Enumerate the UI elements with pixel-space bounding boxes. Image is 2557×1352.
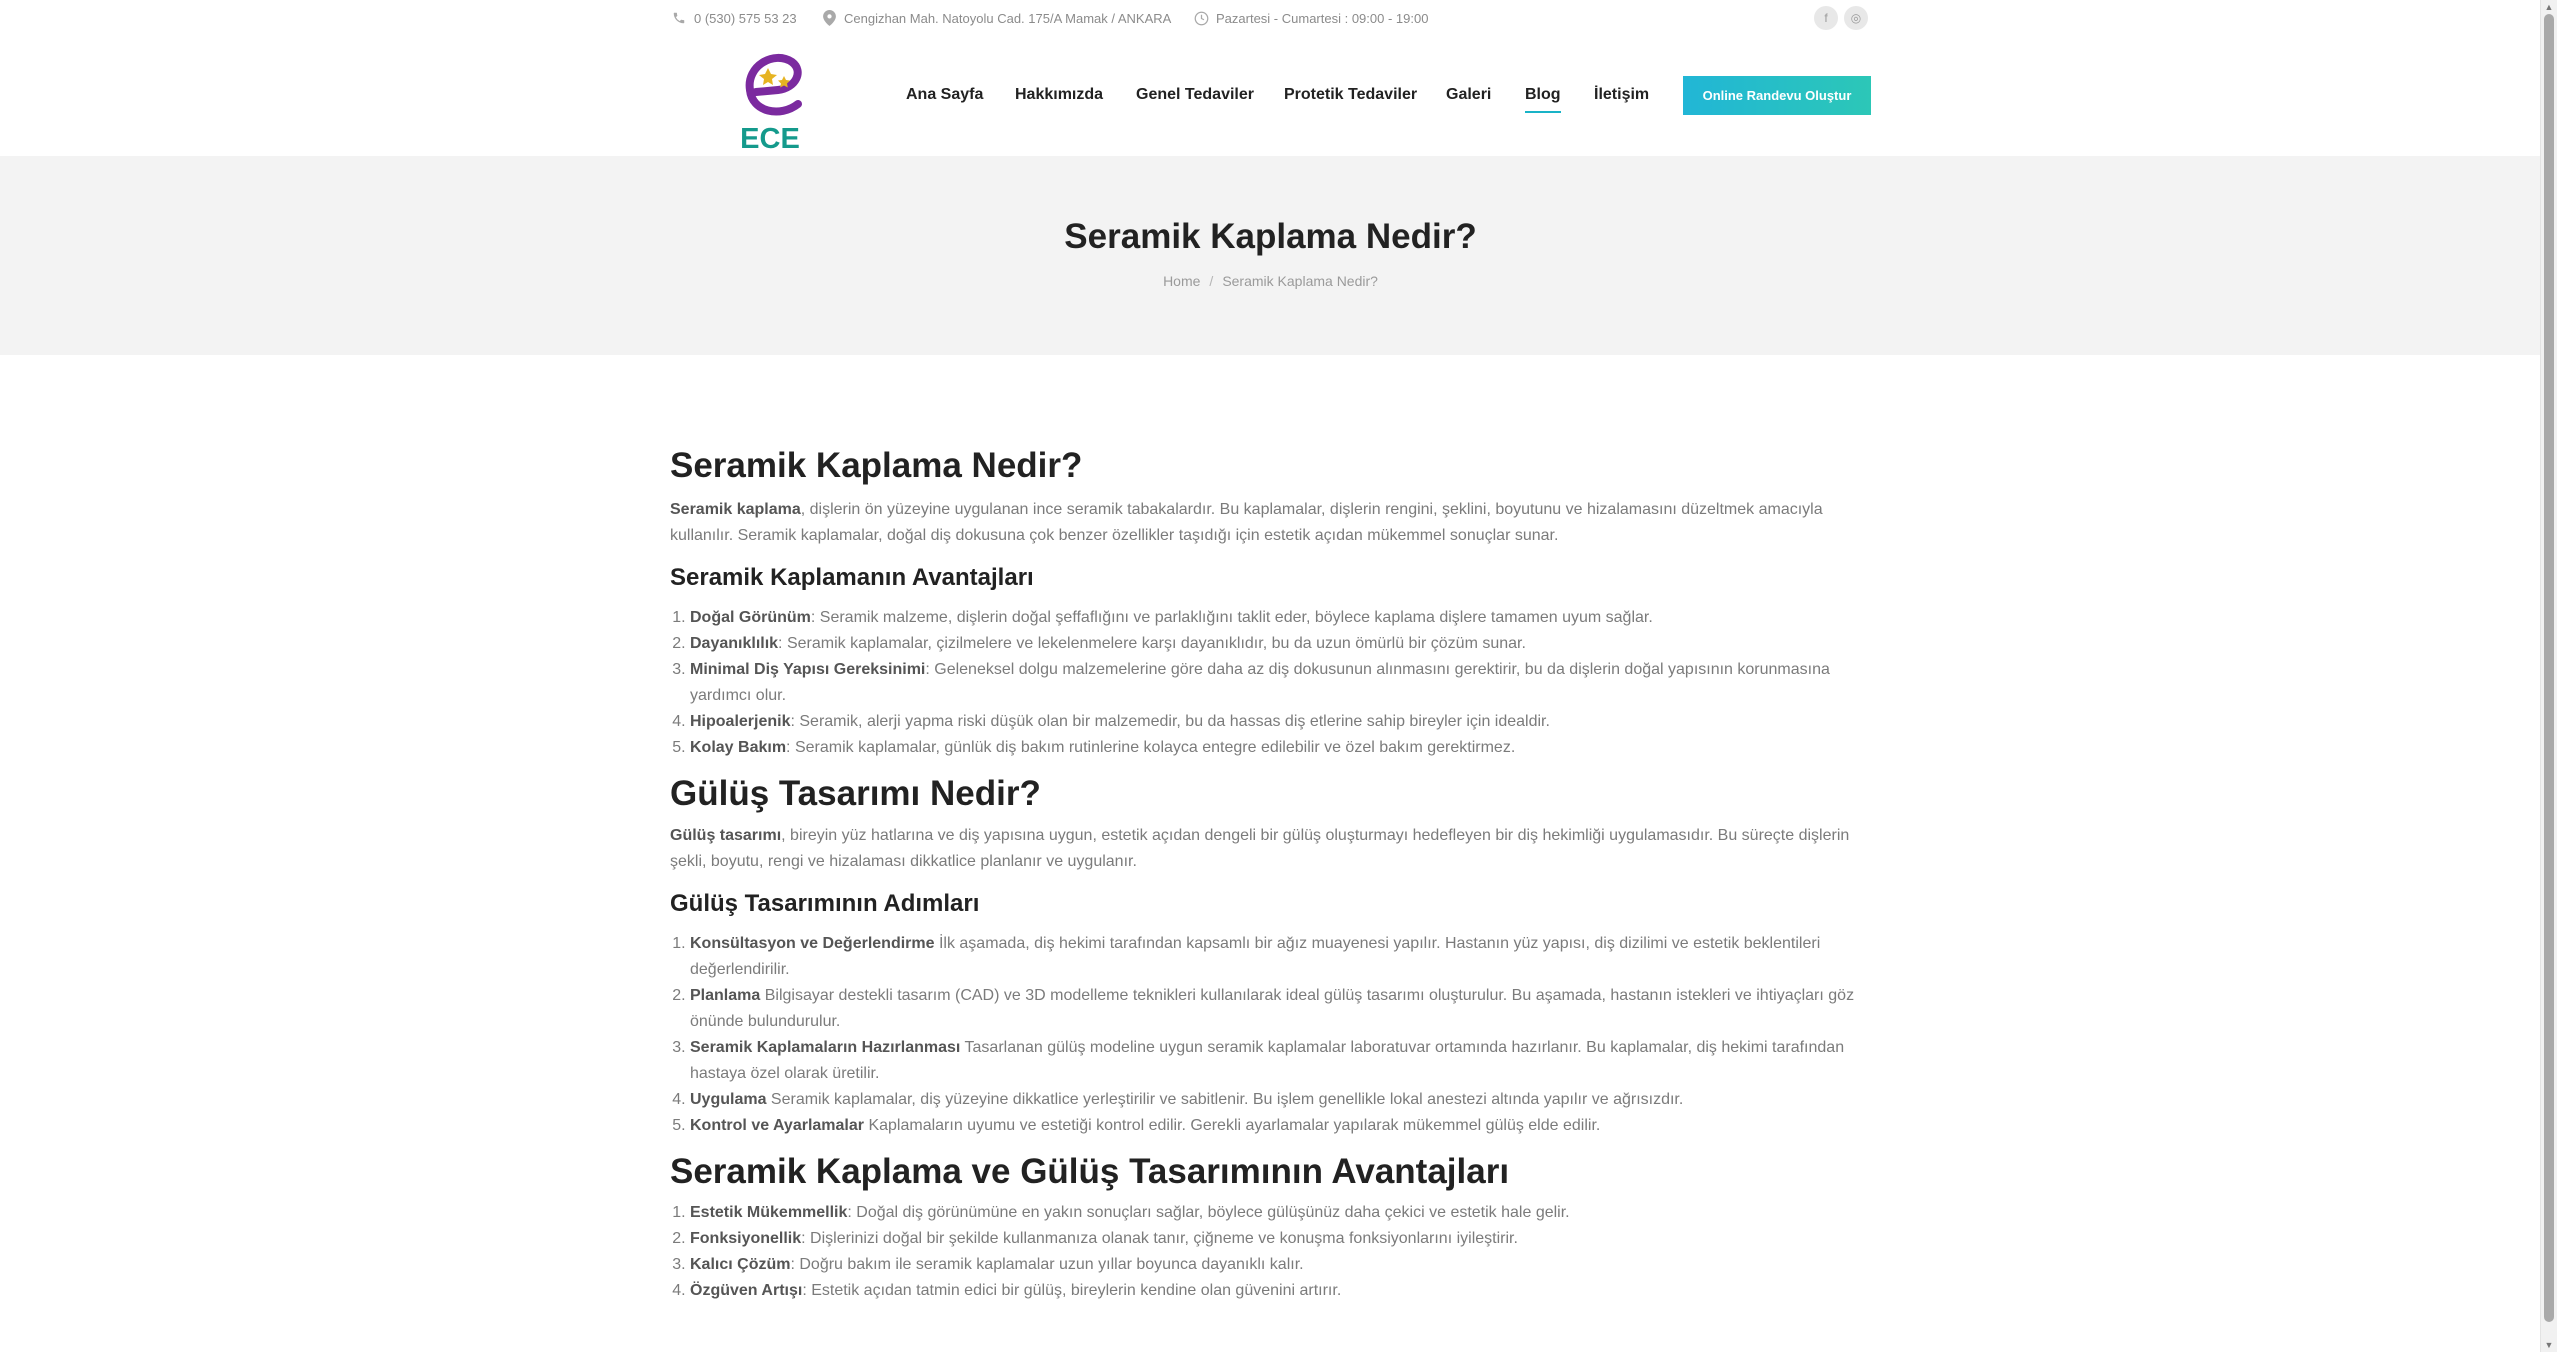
- section-heading: Gülüş Tasarımı Nedir?: [670, 774, 1041, 813]
- address-info: [820, 0, 1171, 36]
- top-info-bar: [670, 0, 1872, 36]
- ordered-list: [670, 931, 1870, 1139]
- list-item: 1. Estetik Mükemmellik: Doğal diş görünümüne en yakın sonuçları sağlar, böylece gülüşünüz daha çekici ve estetik hale gelir.: [690, 1200, 1870, 1226]
- scrollbar-thumb[interactable]: [2544, 14, 2554, 1322]
- nav-item-ana-sayfa[interactable]: Ana Sayfa: [906, 86, 984, 103]
- nav-item-blog[interactable]: Blog: [1525, 86, 1561, 103]
- ordered-list: [670, 1200, 1870, 1304]
- section-heading: Seramik Kaplama Nedir?: [670, 446, 1083, 485]
- phone-number: 0 (530) 575 53 23: [694, 10, 797, 26]
- nav-item-hakkimizda[interactable]: Hakkımızda: [1015, 86, 1104, 103]
- address-text: Cengizhan Mah. Natoyolu Cad. 175/A Mamak / ANKARA: [844, 10, 1172, 26]
- list-item: 5. Kontrol ve Ayarlamalar Kaplamaların uyumu ve estetiği kontrol edilir. Gerekli ayarlamalar yapılarak mükemmel gülüş elde edilir.: [690, 1113, 1870, 1139]
- page-scrollbar[interactable]: [2540, 0, 2557, 1352]
- list-item: 3. Seramik Kaplamaların Hazırlanması Tasarlanan gülüş modeline uygun seramik kaplamalar laboratuvar ortamında hazırlanır. Bu kaplamalar, diş hekimi tarafından hastaya özel olarak üretilir.: [690, 1035, 1870, 1087]
- list-item: 3. Minimal Diş Yapısı Gereksinimi: Geleneksel dolgu malzemelerine göre daha az diş dokusunun alınmasını gerektirir, bu da dişlerin doğal yapısının korunmasına yardımcı olur.: [690, 657, 1870, 709]
- list-item: 4. Uygulama Seramik kaplamalar, diş yüzeyine dikkatlice yerleştirilir ve sabitlenir. Bu işlem genellikle lokal anestezi altında yapılır ve ağrısızdır.: [690, 1087, 1870, 1113]
- list-item: 2. Dayanıklılık: Seramik kaplamalar, çizilmelere ve lekelenmelere karşı dayanıklıdır, bu da uzun ömürlü bir çözüm sunar.: [690, 631, 1870, 657]
- ece-dent-logo[interactable]: [700, 46, 840, 155]
- clock-icon: [1192, 9, 1210, 27]
- list-item: 5. Kolay Bakım: Seramik kaplamalar, günlük diş bakım rutinlerine kolayca entegre edilebilir ve özel bakım gerektirmez.: [690, 735, 1870, 761]
- logo-mark-icon: [700, 46, 840, 126]
- list-item: 4. Özgüven Artışı: Estetik açıdan tatmin edici bir gülüş, bireylerin kendine olan güvenini artırır.: [690, 1278, 1870, 1304]
- phone-icon: [670, 9, 688, 27]
- breadcrumb-separator: /: [1209, 273, 1214, 289]
- scroll-down-arrow-icon[interactable]: ▼: [2544, 1340, 2554, 1350]
- section-heading: Seramik Kaplama ve Gülüş Tasarımının Avantajları: [670, 1152, 1510, 1191]
- list-item: 3. Kalıcı Çözüm: Doğru bakım ile seramik kaplamalar uzun yıllar boyunca dayanıklı kalır.: [690, 1252, 1870, 1278]
- phone-info[interactable]: [670, 0, 797, 36]
- subsection-heading: Seramik Kaplamanın Avantajları: [670, 564, 1034, 591]
- location-pin-icon: [820, 9, 838, 27]
- paragraph: Seramik kaplama, dişlerin ön yüzeyine uygulanan ince seramik tabakalardır. Bu kaplamalar, dişlerin rengini, şeklini, boyutunu ve hizalamasını düzeltmek amacıyla kullanılır. Seramik kaplamalar, doğal diş dokusuna çok benzer özellikler taşıdığı için estetik açıdan mükemmel sonuçlar sunar.: [670, 501, 1823, 544]
- paragraph: Gülüş tasarımı, bireyin yüz hatlarına ve diş yapısına uygun, estetik açıdan dengeli bir gülüş oluşturmayı hedefleyen bir diş hekimliği uygulamasıdır. Bu süreçte dişlerin şekli, boyutu, rengi ve hizalaması dikkatlice planlanır ve uygulanır.: [670, 827, 1850, 870]
- online-appointment-button[interactable]: Online Randevu Oluştur: [1683, 76, 1871, 115]
- scroll-up-arrow-icon[interactable]: ▲: [2544, 2, 2554, 12]
- list-item: 4. Hipoalerjenik: Seramik, alerji yapma riski düşük olan bir malzemedir, bu da hassas diş etlerine sahip bireyler için idealdir.: [690, 709, 1870, 735]
- instagram-icon[interactable]: ◎: [1844, 6, 1868, 30]
- breadcrumb: [0, 273, 2541, 289]
- nav-item-genel-tedaviler[interactable]: Genel Tedaviler: [1136, 86, 1254, 103]
- nav-item-protetik-tedaviler[interactable]: Protetik Tedaviler: [1284, 86, 1418, 103]
- site-header: [0, 36, 2541, 157]
- hours-info: [1192, 0, 1428, 36]
- ordered-list: [670, 605, 1870, 761]
- page-title-band: [0, 156, 2541, 355]
- breadcrumb-current: Seramik Kaplama Nedir?: [1222, 273, 1378, 289]
- list-item: 1. Konsültasyon ve Değerlendirme İlk aşamada, diş hekimi tarafından kapsamlı bir ağız muayenesi yapılır. Hastanın yüz yapısı, diş dizilimi ve estetik beklentileri değerlendirilir.: [690, 931, 1870, 983]
- subsection-heading: Gülüş Tasarımının Adımları: [670, 890, 980, 917]
- list-item: 1. Doğal Görünüm: Seramik malzeme, dişlerin doğal şeffaflığını ve parlaklığını taklit eder, böylece kaplama dişlere tamamen uyum sağlar.: [690, 605, 1870, 631]
- hours-text: Pazartesi - Cumartesi : 09:00 - 19:00: [1216, 10, 1429, 26]
- breadcrumb-home-link[interactable]: Home: [1163, 273, 1201, 289]
- nav-item-iletisim[interactable]: İletişim: [1594, 86, 1650, 103]
- logo-text: ECE: [740, 123, 800, 155]
- list-item: 2. Fonksiyonellik: Dişlerinizi doğal bir şekilde kullanmanıza olanak tanır, çiğneme ve konuşma fonksiyonlarını iyileştirir.: [690, 1226, 1870, 1252]
- nav-item-galeri[interactable]: Galeri: [1446, 86, 1492, 103]
- facebook-icon[interactable]: f: [1814, 6, 1838, 30]
- page-title: Seramik Kaplama Nedir?: [1064, 217, 1477, 256]
- list-item: 2. Planlama Bilgisayar destekli tasarım (CAD) ve 3D modelleme teknikleri kullanılarak ideal gülüş tasarımı oluşturulur. Bu aşamada, hastanın istekleri ve ihtiyaçları göz önünde bulundurulur.: [690, 983, 1870, 1035]
